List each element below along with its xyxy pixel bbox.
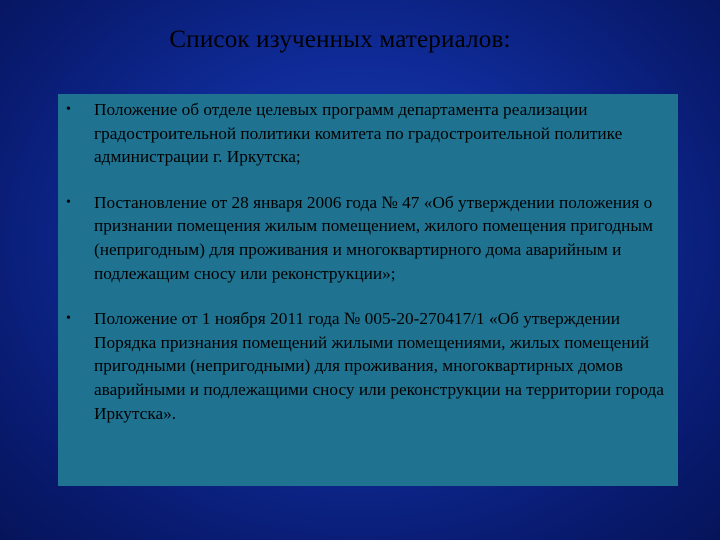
list-item bbox=[66, 98, 668, 169]
materials-panel bbox=[58, 94, 678, 486]
bullet-icon: • bbox=[66, 194, 71, 210]
slide-title: Список изученных материалов: bbox=[169, 26, 511, 53]
list-item-text: Постановление от 28 января 2006 года № 47 «Об утверждении положения о признании помещения жилым помещением, жилого помещения пригодным (непригодным) для проживания и многоквартирного дома аварийным и подлежащим сносу или реконструкции»; bbox=[94, 192, 653, 283]
materials-list bbox=[66, 98, 668, 425]
list-item-text: Положение об отделе целевых программ департамента реализации градостроительной политики комитета по градостроительной политике администрации г. Иркутска; bbox=[94, 100, 623, 167]
list-item bbox=[66, 307, 668, 425]
bullet-icon: • bbox=[66, 102, 71, 117]
list-item-text: Положение от 1 ноября 2011 года № 005-20-270417/1 «Об утверждении Порядка признания помещений жилыми помещениями, жилых помещений пригодными (непригодными) для проживания, многоквартирных домов аварийными и подлежащими сносу или реконструкции на территории города Иркутска». bbox=[94, 309, 664, 423]
bullet-icon: • bbox=[66, 311, 71, 327]
list-item bbox=[66, 191, 668, 285]
